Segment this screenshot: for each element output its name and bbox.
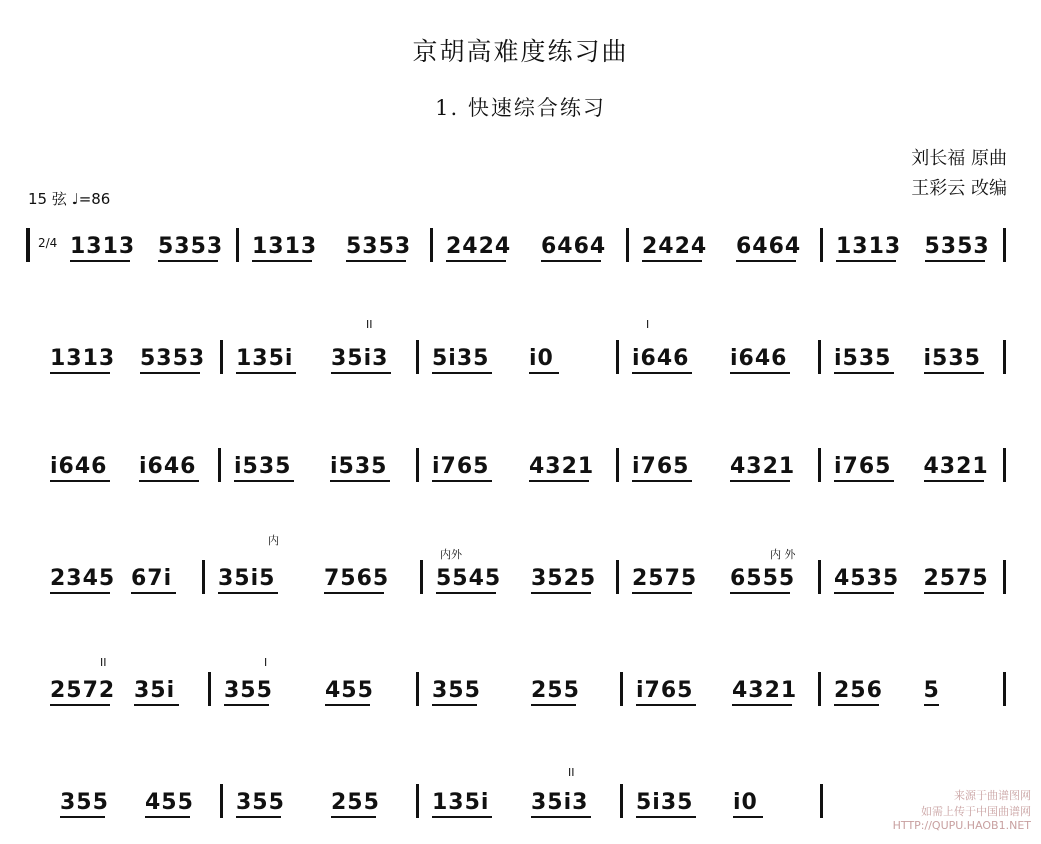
beam-line: [134, 704, 179, 706]
note-group: i765: [432, 454, 490, 479]
bar-line: [416, 784, 419, 818]
beam-line: [531, 592, 591, 594]
beam-line: [732, 704, 792, 706]
beam-line: [730, 480, 790, 482]
beam-line: [834, 704, 879, 706]
note-group: 355: [236, 790, 285, 815]
beam-line: [145, 816, 190, 818]
bar-line: [420, 560, 423, 594]
note-group: i646: [139, 454, 197, 479]
note-group: 35i: [134, 678, 176, 703]
note-group: 7565: [324, 566, 390, 591]
note-group: i0: [733, 790, 758, 815]
beam-line: [924, 372, 984, 374]
note-group: 135i: [236, 346, 294, 371]
bar-line: [616, 340, 619, 374]
annotation-inner-outer: 内外: [440, 548, 462, 561]
beam-line: [924, 704, 939, 706]
note-group: 355: [432, 678, 481, 703]
beam-line: [346, 260, 406, 262]
bar-line: [620, 672, 623, 706]
beam-line: [834, 480, 894, 482]
note-group: 2575: [632, 566, 698, 591]
note-group: 2345: [50, 566, 116, 591]
bar-line: [1003, 228, 1006, 262]
position-mark-ii: II: [568, 766, 575, 779]
watermark-line3: HTTP://QUPU.HAOB1.NET: [892, 819, 1031, 832]
beam-line: [331, 372, 391, 374]
tempo-marking: 15 弦 ♩=86: [28, 190, 111, 208]
beam-line: [131, 592, 176, 594]
composer-credit: 刘长福 原曲: [911, 148, 1007, 169]
beam-line: [730, 592, 790, 594]
note-group: 4535: [834, 566, 900, 591]
bar-line: [1003, 340, 1006, 374]
bar-line: [208, 672, 211, 706]
note-group: 255: [331, 790, 380, 815]
note-group: 5545: [436, 566, 502, 591]
note-group: 5353: [924, 234, 990, 259]
bar-line: [820, 228, 823, 262]
beam-line: [50, 372, 110, 374]
bar-line: [416, 340, 419, 374]
note-group: i535: [923, 346, 981, 371]
note-group: i646: [632, 346, 690, 371]
position-mark-i: I: [646, 318, 650, 331]
bar-line: [220, 784, 223, 818]
beam-line: [642, 260, 702, 262]
watermark-line1: 来源于曲谱图网: [954, 789, 1031, 802]
note-group: 256: [834, 678, 883, 703]
note-group: i646: [50, 454, 108, 479]
beam-line: [836, 260, 896, 262]
note-group: 355: [224, 678, 273, 703]
beam-line: [432, 372, 492, 374]
bar-line: [616, 448, 619, 482]
beam-line: [432, 704, 477, 706]
note-group: 6464: [541, 234, 607, 259]
beam-line: [632, 592, 692, 594]
beam-line: [733, 816, 763, 818]
bar-line: [616, 560, 619, 594]
note-group: 1313: [836, 234, 902, 259]
beam-line: [331, 816, 376, 818]
note-group: 4321: [923, 454, 989, 479]
bar-line: [1003, 448, 1006, 482]
note-group: i0: [529, 346, 554, 371]
bar-line: [818, 672, 821, 706]
beam-line: [60, 816, 105, 818]
page-title: 京胡高难度练习曲: [412, 37, 629, 66]
beam-line: [158, 260, 218, 262]
bar-line: [416, 672, 419, 706]
beam-line: [236, 372, 296, 374]
note-group: 5i35: [636, 790, 694, 815]
note-group: 355: [60, 790, 109, 815]
note-group: 4321: [730, 454, 796, 479]
note-group: 2572: [50, 678, 116, 703]
note-group: 6555: [730, 566, 796, 591]
note-group: 5i35: [432, 346, 490, 371]
beam-line: [834, 372, 894, 374]
note-group: 455: [325, 678, 374, 703]
bar-line: [416, 448, 419, 482]
beam-line: [736, 260, 796, 262]
note-group: 2424: [446, 234, 512, 259]
bar-line: [430, 228, 433, 262]
note-group: i765: [834, 454, 892, 479]
annotation-inner: 内: [268, 534, 279, 547]
beam-line: [436, 592, 496, 594]
beam-line: [432, 816, 492, 818]
beam-line: [224, 704, 269, 706]
note-group: i535: [834, 346, 892, 371]
bar-line: [1003, 560, 1006, 594]
note-group: 3525: [531, 566, 597, 591]
bar-line: [1003, 672, 1006, 706]
bar-line: [820, 784, 823, 818]
note-group: 1313: [50, 346, 116, 371]
beam-line: [531, 816, 591, 818]
note-group: 6464: [736, 234, 802, 259]
position-mark-i: I: [264, 656, 268, 669]
bar-line: [620, 784, 623, 818]
annotation-inner-outer-2: 内 外: [770, 548, 796, 561]
beam-line: [50, 704, 110, 706]
beam-line: [252, 260, 312, 262]
bar-line: [818, 448, 821, 482]
beam-line: [50, 480, 110, 482]
note-group: 4321: [732, 678, 798, 703]
repeat-start: [26, 228, 30, 262]
note-group: 1313: [252, 234, 318, 259]
beam-line: [632, 480, 692, 482]
watermark-line2: 如需上传于中国曲谱网: [921, 805, 1031, 818]
beam-line: [834, 592, 894, 594]
note-group: 4321: [529, 454, 595, 479]
beam-line: [529, 372, 559, 374]
note-group: i535: [234, 454, 292, 479]
beam-line: [541, 260, 601, 262]
beam-line: [218, 592, 278, 594]
note-group: i535: [330, 454, 388, 479]
beam-line: [139, 480, 199, 482]
beam-line: [632, 372, 692, 374]
beam-line: [330, 480, 390, 482]
beam-line: [446, 260, 506, 262]
note-group: 67i: [131, 566, 173, 591]
beam-line: [924, 592, 984, 594]
bar-line: [220, 340, 223, 374]
note-group: 2424: [642, 234, 708, 259]
note-group: 5: [923, 678, 940, 703]
note-group: 1313: [70, 234, 136, 259]
note-group: i646: [730, 346, 788, 371]
note-group: i765: [636, 678, 694, 703]
bar-line: [626, 228, 629, 262]
position-mark-ii: II: [100, 656, 107, 669]
note-group: 5353: [346, 234, 412, 259]
beam-line: [140, 372, 200, 374]
note-group: 5353: [158, 234, 224, 259]
beam-line: [236, 816, 281, 818]
beam-line: [529, 480, 589, 482]
bar-line: [202, 560, 205, 594]
note-group: 2575: [923, 566, 989, 591]
beam-line: [730, 372, 790, 374]
beam-line: [925, 260, 985, 262]
beam-line: [50, 592, 110, 594]
time-signature: 2/4: [38, 236, 58, 250]
note-group: 35i3: [331, 346, 389, 371]
beam-line: [924, 480, 984, 482]
bar-line: [218, 448, 221, 482]
beam-line: [70, 260, 130, 262]
beam-line: [432, 480, 492, 482]
note-group: i765: [632, 454, 690, 479]
note-group: 255: [531, 678, 580, 703]
note-group: 455: [145, 790, 194, 815]
beam-line: [324, 592, 384, 594]
beam-line: [531, 704, 576, 706]
page-subtitle: 1. 快速综合练习: [435, 96, 606, 120]
beam-line: [234, 480, 294, 482]
arranger-credit: 王彩云 改编: [911, 178, 1007, 199]
note-group: 135i: [432, 790, 490, 815]
position-mark-ii: II: [366, 318, 373, 331]
beam-line: [636, 816, 696, 818]
watermark: [893, 787, 1031, 832]
beam-line: [636, 704, 696, 706]
beam-line: [325, 704, 370, 706]
bar-line: [236, 228, 239, 262]
bar-line: [818, 560, 821, 594]
note-group: 35i3: [531, 790, 589, 815]
bar-line: [818, 340, 821, 374]
note-group: 35i5: [218, 566, 276, 591]
note-group: 5353: [140, 346, 206, 371]
